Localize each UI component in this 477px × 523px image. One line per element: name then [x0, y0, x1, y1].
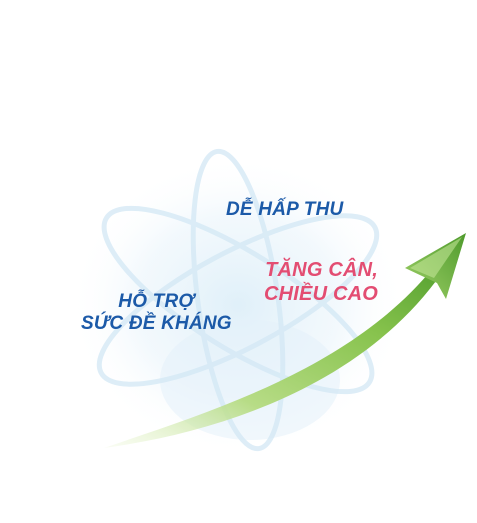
benefit-growth — [264, 259, 378, 306]
benefit-immunity-line2: SỨC ĐỀ KHÁNG — [81, 313, 232, 335]
benefit-absorption — [226, 199, 343, 221]
benefit-immunity — [81, 291, 232, 336]
benefit-absorption-text: DỄ HẤP THU — [226, 199, 344, 220]
benefit-immunity-line1: HỖ TRỢ — [118, 291, 195, 312]
benefit-growth-line2: CHIỀU CAO — [264, 282, 379, 305]
benefit-growth-line1: TĂNG CÂN, — [265, 259, 379, 281]
